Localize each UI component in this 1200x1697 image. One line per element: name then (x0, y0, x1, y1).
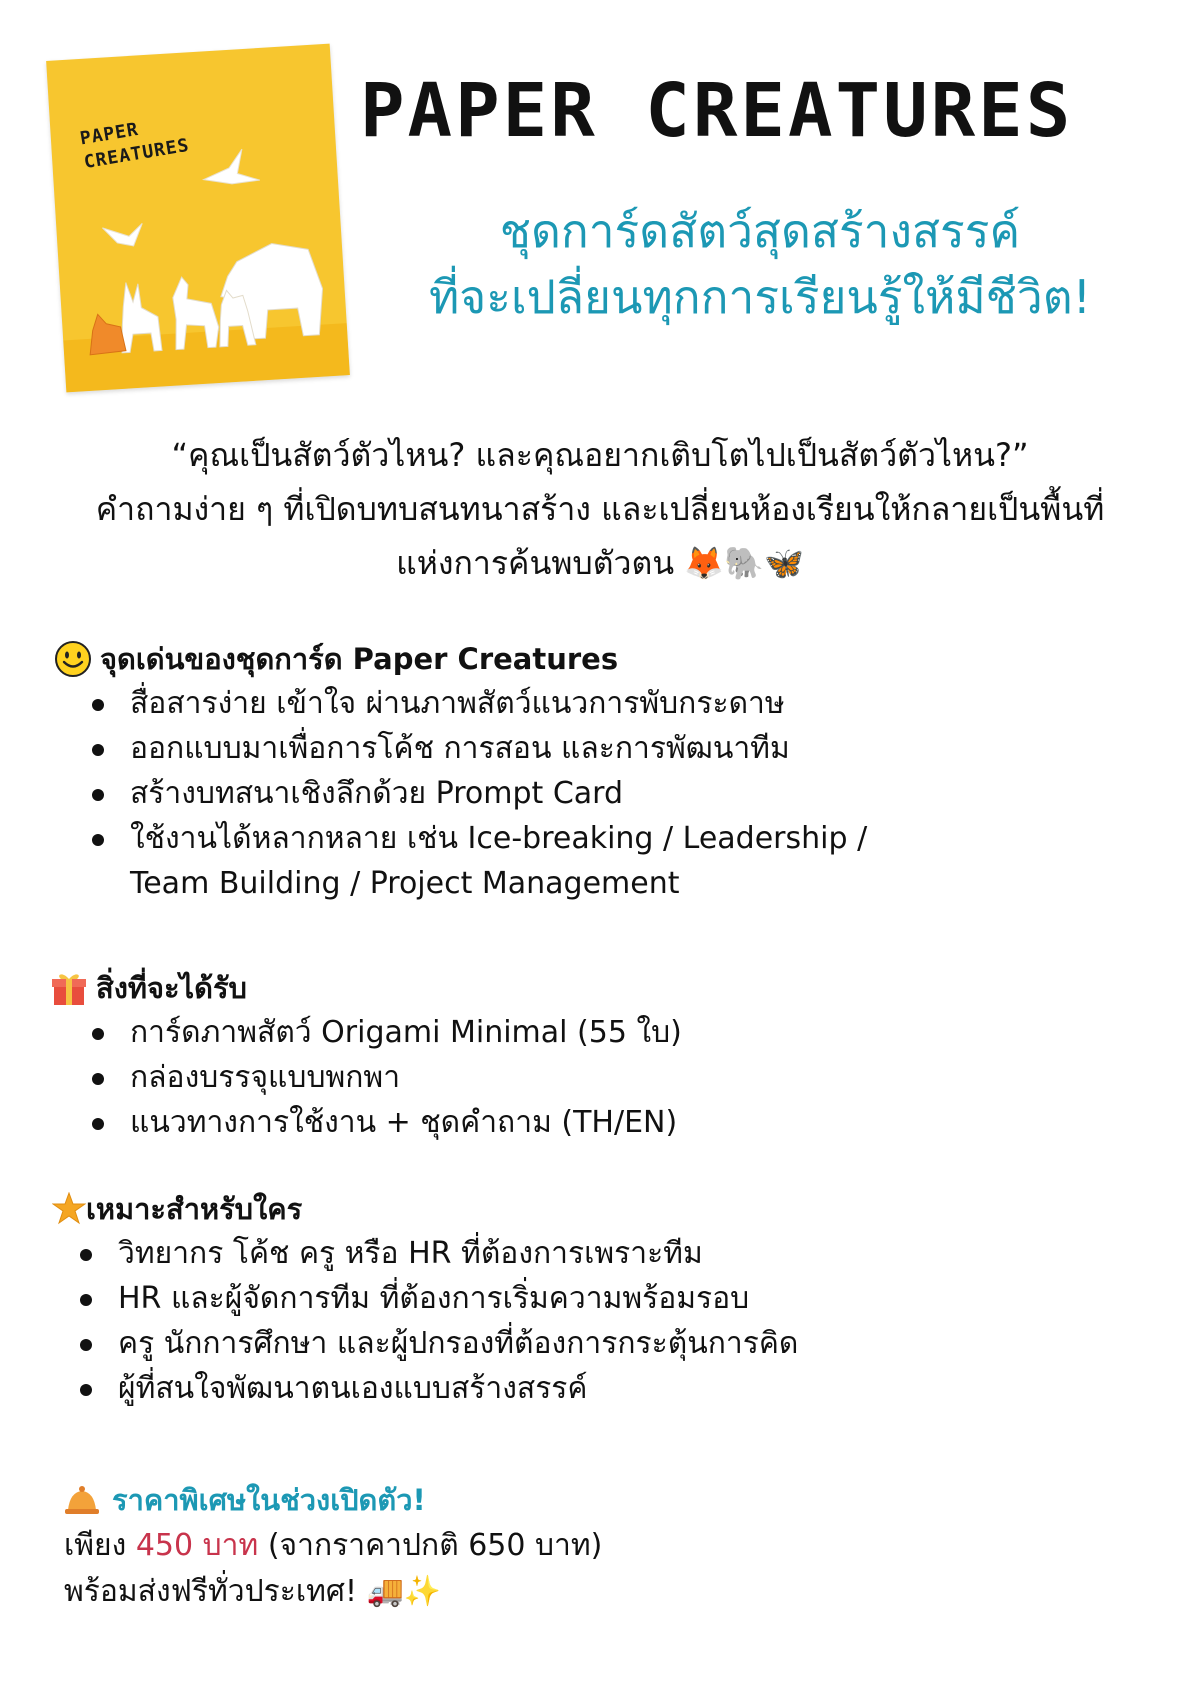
price-heading-text: ราคาพิเศษในช่วงเปิดตัว! (112, 1483, 426, 1517)
audience-section (0, 1187, 1200, 1411)
list-item: สื่อสารง่าย เข้าใจ ผ่านภาพสัตว์แนวการพับกระดาษ (86, 681, 1200, 726)
audience-heading-text: เหมาะสำหรับใคร (86, 1192, 303, 1226)
highlights-section (0, 637, 1200, 906)
animal-emojis: 🦊🐘🦋 (684, 544, 804, 582)
list-item: แนวทางการใช้งาน + ชุดคำถาม (TH/EN) (86, 1100, 1200, 1145)
intro-line-2: คำถามง่าย ๆ ที่เปิดบทบสนทนาสร้าง และเปลี่ยนห้องเรียนให้กลายเป็นพื้นที่ (95, 490, 1105, 528)
tagline-line-1: ชุดการ์ดสัตว์สุดสร้างสรรค์ (499, 204, 1021, 258)
tagline-line-2: ที่จะเปลี่ยนทุกการเรียนรู้ให้มีชีวิต! (428, 270, 1092, 324)
cover-title: PAPER CREATURES (78, 118, 191, 174)
highlights-heading (0, 637, 1200, 681)
star-icon (52, 1192, 86, 1226)
list-item-continuation: Team Building / Project Management (130, 866, 680, 901)
audience-heading (0, 1187, 1200, 1231)
origami-animals-illustration (46, 44, 350, 393)
smiley-icon (54, 640, 92, 678)
included-section (0, 966, 1200, 1145)
included-heading-text: สิ่งที่จะได้รับ (96, 971, 247, 1005)
list-item: ครู นักการศึกษา และผู้ปกรองที่ต้องการกระตุ้นการคิด (74, 1321, 1200, 1366)
audience-list (74, 1231, 1200, 1411)
shipping-emojis: 🚚✨ (366, 1574, 442, 1609)
intro-line-3 (10, 536, 1190, 590)
list-item: ออกแบบมาเพื่อการโค้ช การสอน และการพัฒนาทีม (86, 726, 1200, 771)
intro-paragraph (10, 428, 1190, 590)
special-price: 450 บาท (135, 1528, 259, 1563)
price-heading (0, 1477, 1200, 1523)
included-list (86, 1010, 1200, 1145)
bell-icon (64, 1484, 100, 1516)
list-item: วิทยากร โค้ช ครู หรือ HR ที่ต้องการเพราะทีม (74, 1231, 1200, 1276)
product-cover-image (46, 44, 350, 393)
shipping-text: พร้อมส่งฟรีทั่วประเทศ! (64, 1574, 357, 1609)
highlights-list (86, 681, 1200, 861)
highlights-heading-text: จุดเด่นของชุดการ์ด Paper Creatures (100, 642, 619, 676)
price-prefix: เพียง (64, 1528, 127, 1563)
list-item: การ์ดภาพสัตว์ Origami Minimal (55 ใบ) (86, 1010, 1200, 1055)
intro-line-3-text: แห่งการค้นพบตัวตน (396, 544, 675, 582)
shipping-line (0, 1569, 1200, 1615)
tagline (380, 198, 1140, 330)
price-section (0, 1477, 1200, 1615)
price-line (0, 1523, 1200, 1569)
gift-icon (50, 969, 88, 1007)
brand-title: PAPER CREATURES (360, 68, 1074, 154)
list-item: สร้างบทสนาเชิงลึกด้วย Prompt Card (86, 771, 1200, 816)
included-heading (0, 966, 1200, 1010)
list-item: กล่องบรรจุแบบพกพา (86, 1055, 1200, 1100)
intro-line-1: “คุณเป็นสัตว์ตัวไหน? และคุณอยากเติบโตไปเป็นสัตว์ตัวไหน?” (171, 436, 1029, 474)
list-item: HR และผู้จัดการทีม ที่ต้องการเริ่มความพร้อมรอบ (74, 1276, 1200, 1321)
list-item: ใช้งานได้หลากหลาย เช่น Ice-breaking / Leadership / (86, 816, 1200, 861)
list-item: ผู้ที่สนใจพัฒนาตนเองแบบสร้างสรรค์ (74, 1366, 1200, 1411)
normal-price: (จากราคาปกติ 650 บาท) (267, 1528, 603, 1563)
